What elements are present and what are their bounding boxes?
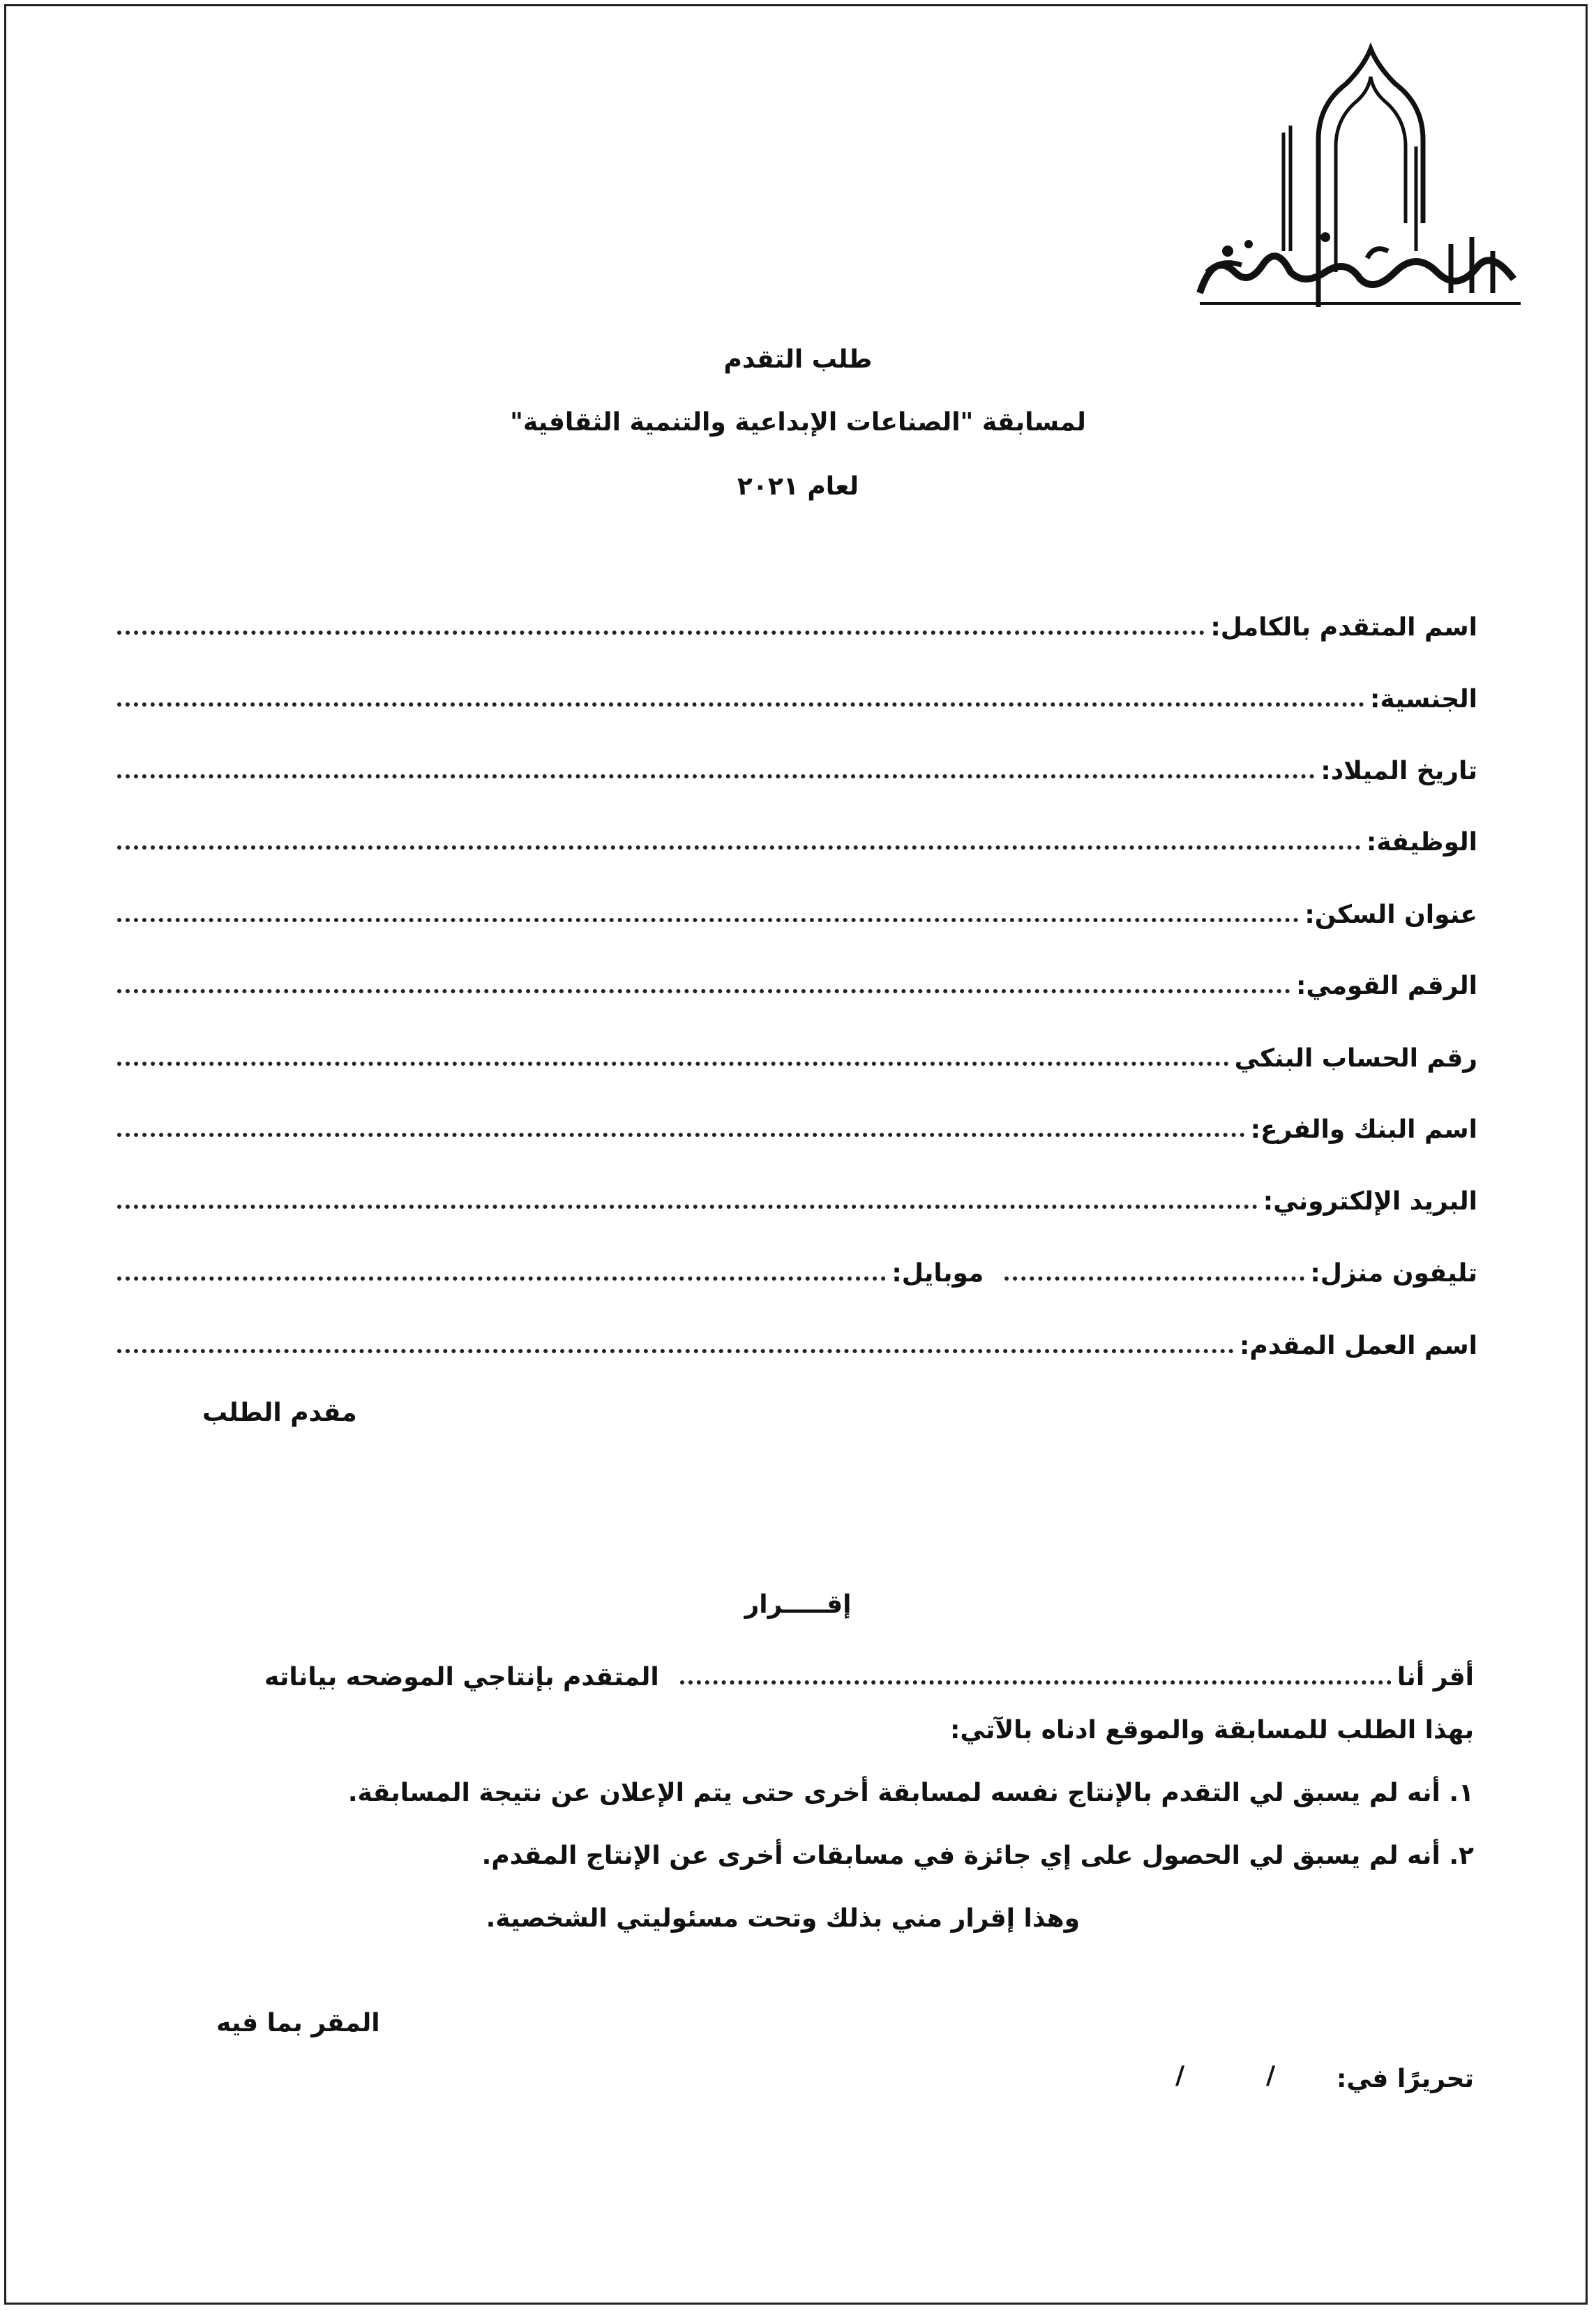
- declaration-line-2: بهذا الطلب للمسابقة والموقع ادناه بالآتي:: [950, 1716, 1474, 1745]
- national-id-input-line[interactable]: [117, 989, 1290, 993]
- declaration-title: إقـــــرار: [744, 1590, 852, 1619]
- bank-account-input-line[interactable]: [117, 1062, 1229, 1066]
- bank-branch-input-line[interactable]: [117, 1133, 1245, 1137]
- date-slash-1: /: [1266, 2061, 1276, 2090]
- field-work-name: [117, 1318, 1477, 1360]
- mobile-label: موبايل:: [891, 1259, 984, 1288]
- field-nationality: [117, 672, 1477, 714]
- field-bank-account: [117, 1031, 1477, 1073]
- declaration-closing: وهذا إقرار مني بذلك وتحت مسئوليتي الشخصية.: [485, 1904, 1080, 1933]
- home-phone-input-line[interactable]: [1004, 1276, 1304, 1281]
- field-email: [117, 1174, 1477, 1216]
- council-logo-arch-icon: [1186, 42, 1535, 321]
- field-phones: [117, 1246, 1477, 1288]
- declaration-line1-start: أقر أنا: [1396, 1663, 1474, 1692]
- field-bank-branch: [117, 1102, 1477, 1144]
- form-subtitle: لمسابقة "الصناعات الإبداعية والتنمية الثقافية": [510, 408, 1086, 437]
- full-name-input-line[interactable]: [117, 631, 1205, 635]
- address-input-line[interactable]: [117, 918, 1299, 922]
- field-address: [117, 887, 1477, 929]
- birth-date-label: تاريخ الميلاد:: [1320, 757, 1477, 785]
- field-job: [117, 815, 1477, 857]
- bank-account-label: رقم الحساب البنكي: [1234, 1044, 1477, 1073]
- form-title: طلب التقدم: [723, 345, 873, 374]
- signer-label: المقر بما فيه: [216, 2009, 380, 2037]
- nationality-input-line[interactable]: [117, 702, 1364, 707]
- council-logo: [1186, 42, 1535, 321]
- address-label: عنوان السكن:: [1304, 901, 1477, 929]
- declaration-item-1: ١. أنه لم يسبق لي التقدم بالإنتاج نفسه لمسابقة أخرى حتى يتم الإعلان عن نتيجة المسابقة.: [347, 1779, 1474, 1807]
- nationality-label: الجنسية:: [1369, 685, 1477, 714]
- home-phone-label: تليفون منزل:: [1310, 1259, 1477, 1288]
- work-name-label: اسم العمل المقدم:: [1240, 1332, 1477, 1360]
- declaration-line1-end: المتقدم بإنتاجي الموضحه بياناته: [264, 1663, 659, 1692]
- work-name-input-line[interactable]: [117, 1349, 1234, 1353]
- full-name-label: اسم المتقدم بالكامل:: [1210, 613, 1477, 642]
- date-slash-2: /: [1175, 2061, 1185, 2090]
- declaration-item-2: ٢. أنه لم يسبق لي الحصول على إي جائزة في مسابقات أخرى عن الإنتاج المقدم.: [481, 1841, 1474, 1870]
- declaration-line-1: [107, 1650, 1474, 1692]
- email-input-line[interactable]: [117, 1205, 1258, 1209]
- field-full-name: [117, 600, 1477, 642]
- job-input-line[interactable]: [117, 845, 1361, 850]
- national-id-label: الرقم القومي:: [1295, 972, 1477, 1000]
- field-national-id: [117, 958, 1477, 1000]
- job-label: الوظيفة:: [1366, 828, 1477, 857]
- applicant-signature-label: مقدم الطلب: [202, 1399, 357, 1427]
- form-year: لعام ٢٠٢١: [737, 472, 859, 501]
- declarant-name-input-line[interactable]: [680, 1680, 1392, 1685]
- date-label: تحريرًا في:: [1336, 2065, 1474, 2093]
- birth-date-input-line[interactable]: [117, 774, 1315, 778]
- bank-branch-label: اسم البنك والفرع:: [1250, 1115, 1477, 1144]
- email-label: البريد الإلكتروني:: [1263, 1187, 1477, 1216]
- mobile-input-line[interactable]: [117, 1276, 886, 1281]
- field-birth-date: [117, 744, 1477, 785]
